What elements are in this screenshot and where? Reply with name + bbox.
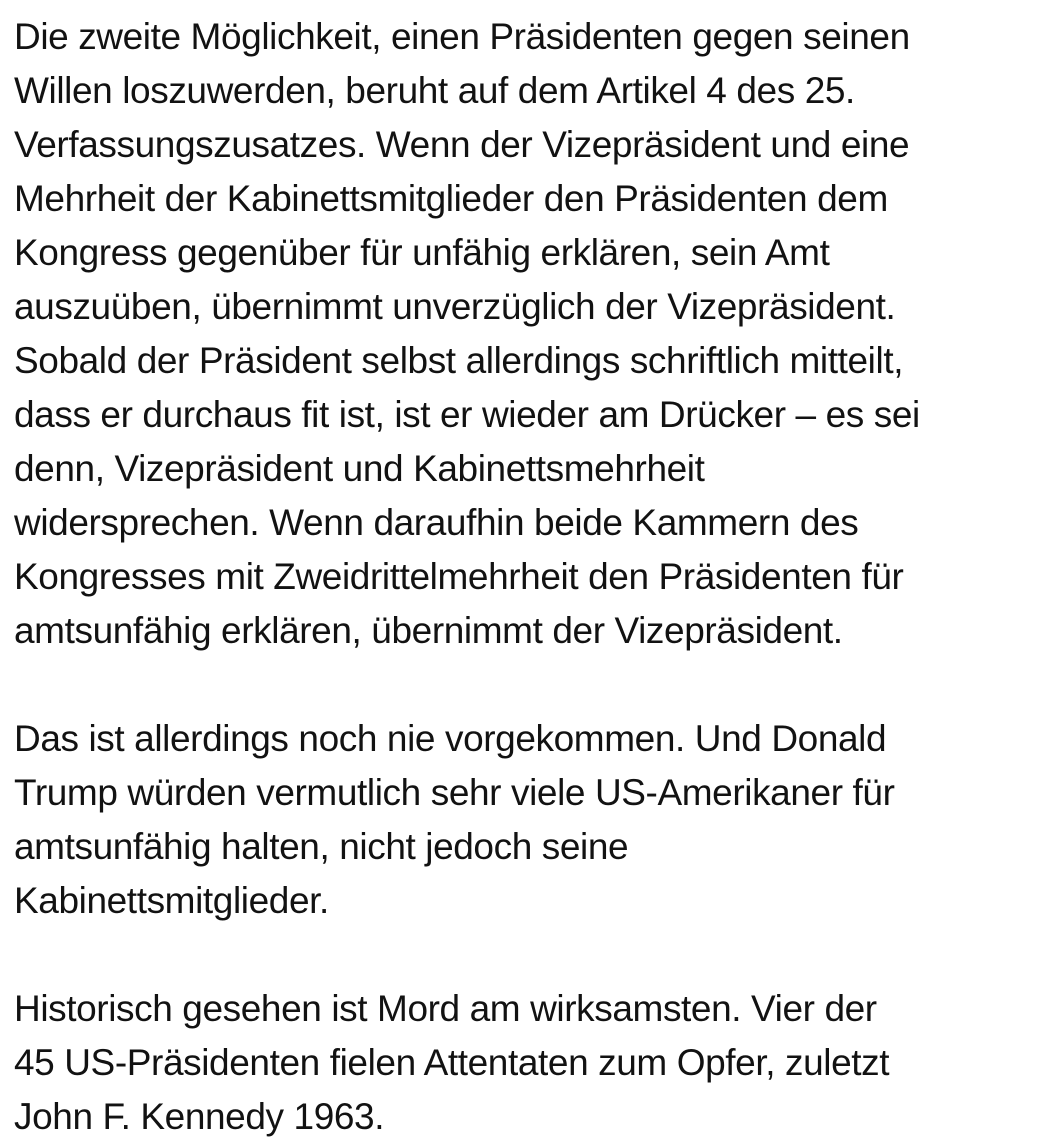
text-line: widersprechen. Wenn daraufhin beide Kammern des — [14, 502, 859, 543]
text-line: Trump würden vermutlich sehr viele US-Amerikaner für — [14, 772, 895, 813]
text-line: Kongresses mit Zweidrittelmehrheit den Präsidenten für — [14, 556, 904, 597]
text-line: amtsunfähig halten, nicht jedoch seine — [14, 826, 629, 867]
text-line: 45 US-Präsidenten fielen Attentaten zum Opfer, zuletzt — [14, 1042, 890, 1083]
text-line: Sobald der Präsident selbst allerdings schriftlich mitteilt, — [14, 340, 904, 381]
paragraph-amendment — [14, 10, 1046, 658]
text-line: Kongress gegenüber für unfähig erklären, sein Amt — [14, 232, 830, 273]
paragraph-history — [14, 982, 1046, 1144]
text-line: dass er durchaus fit ist, ist er wieder am Drücker – es sei — [14, 394, 920, 435]
text-line: John F. Kennedy 1963. — [14, 1096, 385, 1137]
article-body — [14, 10, 1046, 1144]
text-line: Mehrheit der Kabinettsmitglieder den Präsidenten dem — [14, 178, 888, 219]
text-line: Die zweite Möglichkeit, einen Präsidenten gegen seinen — [14, 16, 910, 57]
text-line: Willen loszuwerden, beruht auf dem Artikel 4 des 25. — [14, 70, 855, 111]
paragraph-never-happened — [14, 712, 1046, 928]
text-line: Kabinettsmitglieder. — [14, 880, 329, 921]
text-line: Historisch gesehen ist Mord am wirksamsten. Vier der — [14, 988, 877, 1029]
text-line: denn, Vizepräsident und Kabinettsmehrheit — [14, 448, 705, 489]
text-line: Verfassungszusatzes. Wenn der Vizepräsident und eine — [14, 124, 910, 165]
text-line: Das ist allerdings noch nie vorgekommen. Und Donald — [14, 718, 887, 759]
text-line: amtsunfähig erklären, übernimmt der Vizepräsident. — [14, 610, 843, 651]
text-line: auszuüben, übernimmt unverzüglich der Vizepräsident. — [14, 286, 896, 327]
